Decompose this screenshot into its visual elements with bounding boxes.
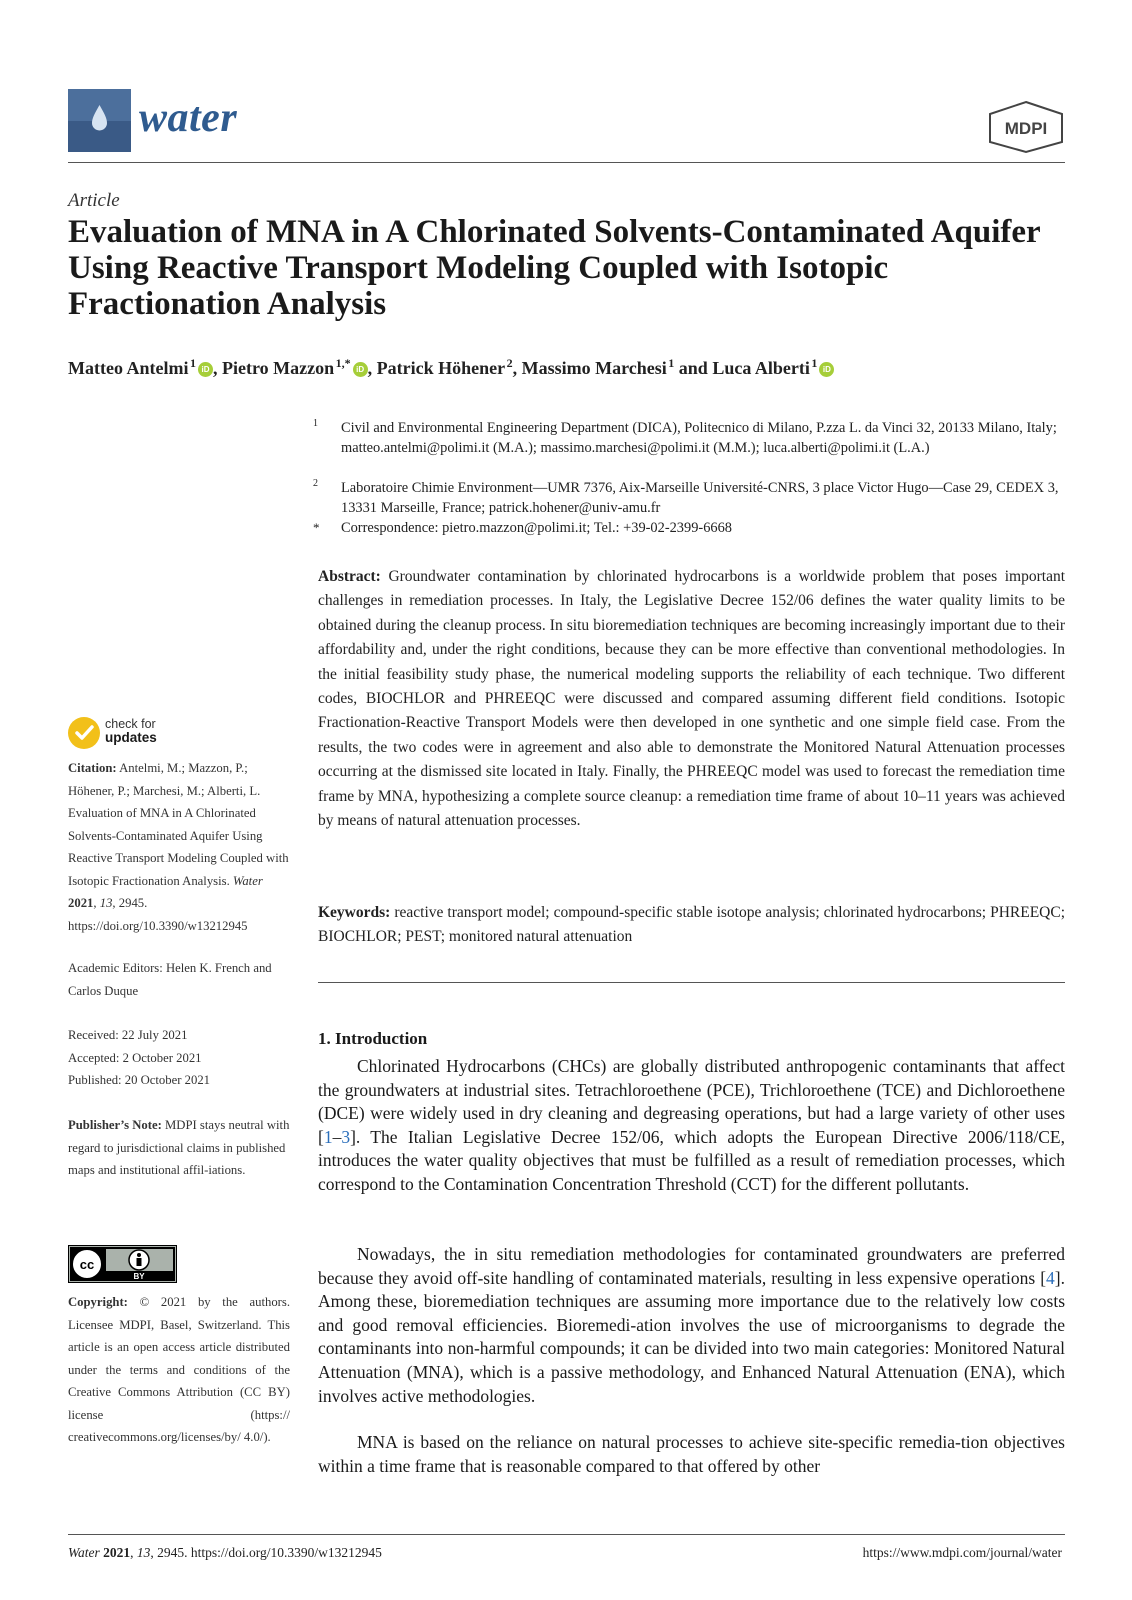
- check-updates-line2: updates: [105, 730, 157, 745]
- author-separator: ,: [367, 358, 377, 378]
- correspondence-marker: *: [313, 520, 320, 535]
- footer-year: 2021: [103, 1545, 131, 1560]
- reference-link[interactable]: 4: [1046, 1267, 1055, 1288]
- academic-editors: Academic Editors: Helen K. French and Carlos Duque: [68, 961, 272, 998]
- author-name[interactable]: Luca Alberti: [712, 358, 810, 378]
- keywords-text: reactive transport model; compound-specific stable isotope analysis; chlorinated hydrocarbons; PHREEQC; BIOCHLOR; PEST; monitored natural attenuation: [318, 904, 1065, 946]
- article-type: Article: [68, 190, 120, 211]
- author-name[interactable]: Matteo Antelmi: [68, 358, 189, 378]
- paragraph-text: Nowadays, the in situ remediation methodologies for contaminated groundwaters are preferred because they avoid off-site handling of contaminated materials, resulting in less expensive operations [: [318, 1244, 1065, 1288]
- mdpi-logo: [986, 100, 1066, 154]
- paragraph-text: ]. Among these, bioremediation techniques are assuming more importance due to the relatively low costs and good removal efficiencies. Bioremedi-ation involves the use of microorganisms to degrade the contaminants into non-harmful compounds; it can be divided into two main categories: Monitored Natural Attenuation (MNA), which is a passive methodology, and Enhanced Natural Attenuation (ENA), which involves active methodologies.: [318, 1267, 1065, 1406]
- correspondence: [313, 518, 1065, 538]
- affiliation-number: 1: [313, 418, 318, 429]
- publisher-note-text: MDPI stays neutral with regard to jurisdictional claims in published maps and institutional affil-iations.: [68, 1118, 290, 1177]
- affiliation-text: Civil and Environmental Engineering Department (DICA), Politecnico di Milano, P.zza L. da Vinci 32, 20133 Milano, Italy; matteo.antelmi@polimi.it (M.A.); massimo.marchesi@polimi.it (M.M.); luca.alberti@polimi.it (L.A.): [341, 420, 1057, 456]
- author-name[interactable]: Massimo Marchesi: [521, 358, 667, 378]
- author-separator: and: [674, 358, 713, 378]
- section-heading: 1. Introduction: [318, 1029, 428, 1048]
- footer-rule: [68, 1534, 1065, 1535]
- journal-name: water: [139, 95, 238, 141]
- author-name[interactable]: Pietro Mazzon: [221, 358, 335, 378]
- body-paragraph: [318, 1243, 1065, 1408]
- citation-pages: , 2945.: [112, 896, 148, 910]
- check-for-updates-badge[interactable]: [68, 717, 188, 751]
- cc-glyph: cc: [79, 1257, 95, 1272]
- orcid-icon[interactable]: iD: [198, 362, 213, 377]
- affiliation: [313, 478, 1065, 518]
- publisher-name: MDPI: [1004, 119, 1048, 138]
- citation-volume: 13: [99, 896, 113, 910]
- paragraph-text: ]. The Italian Legislative Decree 152/06, which adopts the European Directive 2006/118/CE, introduces the water quality objectives that must be fulfilled as a result of remediation processes, which correspond to the Contamination Concentration Threshold (CCT) for the different pollutants.: [318, 1126, 1065, 1194]
- author-separator: ,: [212, 358, 222, 378]
- author-list: [68, 356, 1068, 379]
- reference-link[interactable]: 1: [323, 1126, 333, 1147]
- footer-journal: Water: [68, 1545, 100, 1560]
- footer-journal-url[interactable]: https://www.mdpi.com/journal/water: [862, 1545, 1062, 1560]
- abstract: [318, 565, 1065, 833]
- author-separator: ,: [512, 358, 522, 378]
- body-paragraph: [318, 1431, 1065, 1478]
- orcid-icon[interactable]: iD: [353, 362, 368, 377]
- citation-journal: Water: [232, 873, 263, 888]
- author-name[interactable]: Patrick Höhener: [376, 358, 506, 378]
- check-updates-line1: check for: [105, 717, 156, 731]
- copyright-label: Copyright:: [68, 1295, 128, 1309]
- affiliation-number: 2: [313, 478, 318, 489]
- keywords-label: Keywords:: [318, 904, 391, 921]
- date-received: Received: 22 July 2021: [68, 1028, 188, 1042]
- author-affiliation: 2: [506, 356, 513, 370]
- citation-year: 2021: [68, 896, 94, 910]
- journal-logo: [68, 89, 131, 152]
- copyright-notice: [68, 1291, 290, 1449]
- abstract-label: Abstract:: [318, 568, 381, 585]
- citation-doi[interactable]: https://doi.org/10.3390/w13212945: [68, 918, 248, 933]
- author-affiliation: 1,*: [335, 356, 351, 370]
- keywords: [318, 901, 1065, 950]
- citation: Citation: Antelmi, M.; Mazzon, P.; Höhener, P.; Marchesi, M.; Alberti, L. Evaluation of MNA in A Chlorinated Solvents-Contaminated Aquifer Using Reactive Transport Modeling Coupled with Isotopic Fractionation Analysis. Water 2021, 13, 2945. https://doi.org/10.3390/w13212945: [68, 761, 289, 933]
- paragraph-text: MNA is based on the reliance on natural processes to achieve site-specific remedia-tion objectives within a time frame that is reasonable compared to that offered by other: [318, 1432, 1065, 1476]
- publisher-note: [68, 1114, 290, 1182]
- date-accepted: Accepted: 2 October 2021: [68, 1050, 202, 1065]
- citation-label: Citation:: [68, 761, 117, 775]
- author-affiliation: 1: [189, 356, 196, 370]
- abstract-text: Groundwater contamination by chlorinated hydrocarbons is a worldwide problem that poses important challenges in remediation processes. In Italy, the Legislative Decree 152/06 defines the water quality limits to be obtained during the cleanup process. In situ bioremediation techniques are becoming increasingly important due to their affordability and, under the right conditions, because they can be more effective than conventional methodologies. In the initial feasibility study phase, the numerical modeling supports the reliability of each technique. Two different codes, BIOCHLOR and PHREEQC were discussed and compared assuming different field conditions. Isotopic Fractionation-Reactive Transport Models were then developed in one synthetic and one simple field case. From the results, the two codes were in agreement and also able to demonstrate the Monitored Natural Attenuation processes occurring at the dismissed site located in Italy. Finally, the PHREEQC model was used to forecast the remediation time frame by MNA, hypothesizing a complete source cleanup: a remediation time frame of about 10–11 years was achieved by means of natural attenuation processes.: [318, 568, 1066, 830]
- orcid-icon[interactable]: iD: [819, 362, 834, 377]
- affiliation-text: Laboratoire Chimie Environment—UMR 7376, Aix-Marseille Université-CNRS, 3 place Victor Hugo—Case 29, CEDEX 3, 13331 Marseille, France; patrick.hohener@univ-amu.fr: [341, 480, 1059, 516]
- copyright-text: © 2021 by the authors. Licensee MDPI, Basel, Switzerland. This article is an open access article distributed under the terms and conditions of the Creative Commons Attribution (CC BY) license (https:// creativecommons.org/licenses/by/ 4.0/).: [68, 1295, 290, 1444]
- paper-title: Evaluation of MNA in A Chlorinated Solvents-Contaminated Aquifer Using Reactive Transport Modeling Coupled with Isotopic Fractionation Analysis: [68, 214, 1041, 322]
- footer-citation: Water 2021, 13, 2945. https://doi.org/10.3390/w13212945: [68, 1545, 382, 1560]
- author-affiliation: 1: [668, 356, 675, 370]
- header-rule: [68, 162, 1065, 163]
- body-paragraph: [318, 1055, 1065, 1197]
- date-published: Published: 20 October 2021: [68, 1073, 211, 1087]
- check-for-updates-icon: [68, 717, 100, 749]
- section-divider: [318, 982, 1065, 983]
- citation-text: Antelmi, M.; Mazzon, P.; Höhener, P.; Marchesi, M.; Alberti, L. Evaluation of MNA in A Chlorinated Solvents-Contaminated Aquifer Using Reactive Transport Modeling Coupled with Isotopic Fractionation Analysis.: [68, 761, 289, 888]
- by-glyph: BY: [133, 1272, 145, 1281]
- reference-dash: –: [332, 1126, 342, 1147]
- affiliation: [313, 418, 1065, 478]
- correspondence-text: Correspondence: pietro.mazzon@polimi.it; Tel.: +39-02-2399-6668: [341, 520, 732, 536]
- cc-by-license-icon[interactable]: [68, 1245, 177, 1283]
- reference-link[interactable]: 3: [341, 1126, 351, 1147]
- paragraph-text: Chlorinated Hydrocarbons (CHCs) are globally distributed anthropogenic contaminants that affect the groundwaters at industrial sites. Tetrachloroethene (PCE), Trichloroethene (TCE) and Dichloroethene (DCE) were widely used in dry cleaning and degreasing operations, but had a large variety of other uses [: [318, 1056, 1065, 1147]
- footer-doi[interactable]: , 2945. https://doi.org/10.3390/w13212945: [150, 1545, 382, 1560]
- publisher-note-label: Publisher’s Note:: [68, 1118, 162, 1132]
- water-drop-icon: [68, 89, 131, 152]
- publication-dates: [68, 1024, 290, 1092]
- footer-volume: 13: [136, 1545, 151, 1560]
- author-affiliation: 1: [811, 356, 818, 370]
